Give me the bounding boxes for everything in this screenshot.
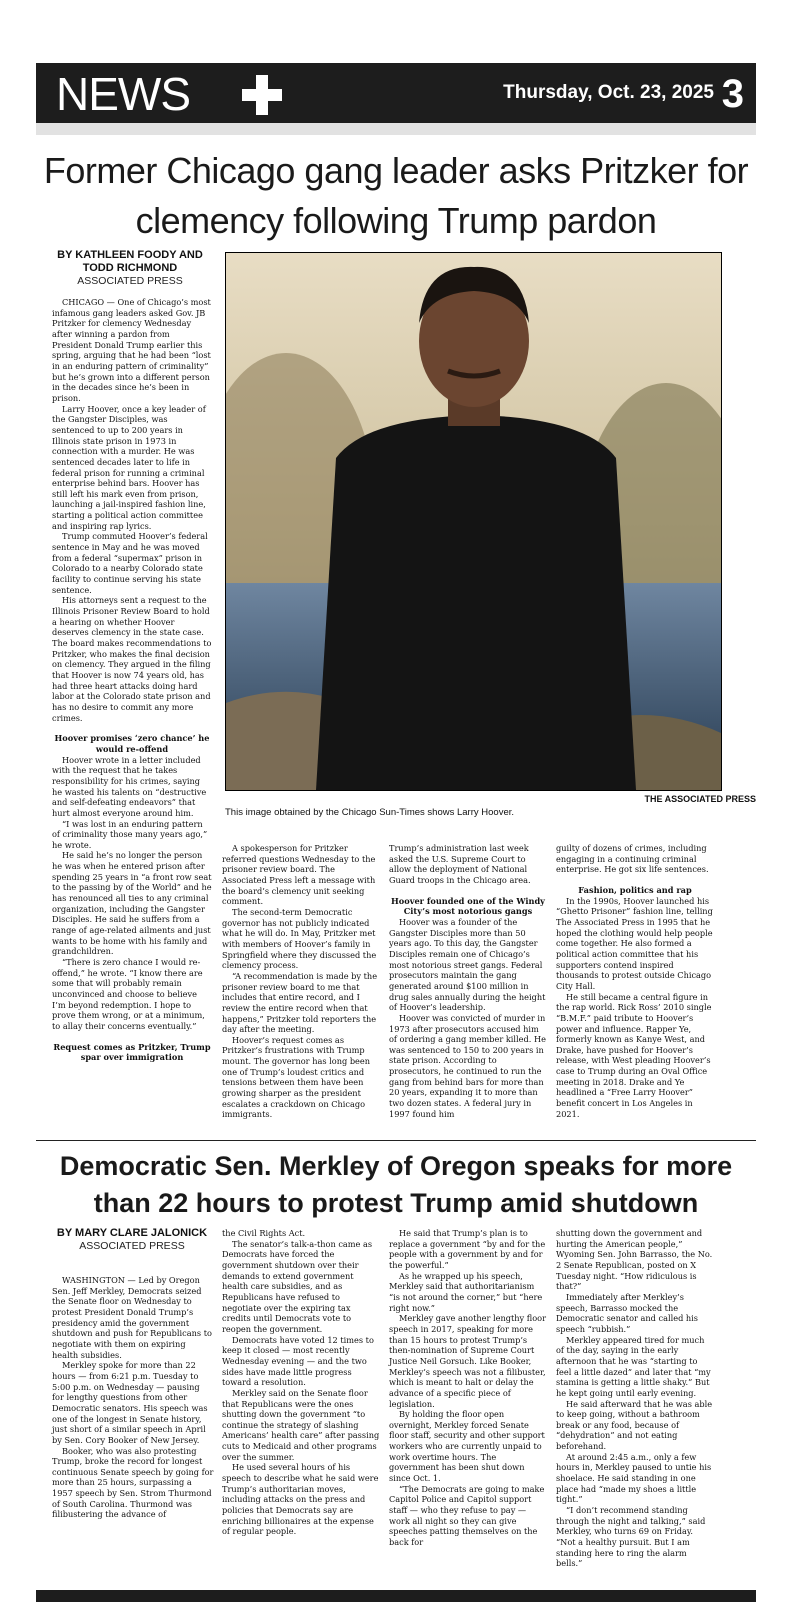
byline-names: BY MARY CLARE JALONICK	[56, 1227, 208, 1239]
article-paragraph: Hoover was convicted of murder in 1973 after prosecutors accused him of ordering a gang member killed. He was sentenced to 150 to 200 years in state prison. According to prosecutors, he continued to run the gang from behind bars for more than 20 years, expanding it to more than two dozen states. A federal jury in 1997 found him	[389, 1012, 546, 1119]
article-paragraph: As he wrapped up his speech, Merkley said that authoritarianism “is not around the corner,” but “here right now.”	[389, 1270, 543, 1313]
story2-byline	[52, 1227, 212, 1253]
story1-byline	[48, 249, 212, 288]
story1-column-2	[222, 843, 380, 1120]
footer-bar	[36, 1590, 756, 1602]
article-paragraph: Trump’s administration last week asked the U.S. Supreme Court to allow the deployment of National Guard troops in the Chicago area.	[389, 843, 531, 885]
story1-column-1	[52, 297, 212, 1063]
article-paragraph: Trump commuted Hoover’s federal sentence in May and he was moved from a federal “supermax” prison in Colorado to a nearby Colorado state facility to continue serving his state sentence.	[52, 531, 208, 595]
byline-agency: ASSOCIATED PRESS	[79, 1240, 185, 1252]
article-paragraph: Hoover was a founder of the Gangster Disciples more than 50 years ago. To this day, the Gangster Disciples remain one of Chicago’s most notorious street gangs. Federal prosecutors maintain the gang generated around $100 million in drug sales annually during the height of Hoover’s leadership.	[389, 916, 546, 1013]
article-paragraph: The senator’s talk-a-thon came as Democrats have forced the government shutdown over their demands to extend government health care subsidies, and as Republicans have refused to negotiate over the expiring tax credits until Democrats vote to reopen the government.	[222, 1238, 373, 1334]
plus-icon	[242, 75, 282, 115]
article-paragraph: He said that Trump’s plan is to replace a government “by and for the people with a government by and for the powerful.”	[389, 1228, 546, 1270]
article-paragraph: “I don’t recommend standing through the night and talking,” said Merkley, who turns 69 on Friday. “Not a healthy pursuit. But I am standing here to ring the alarm bells.”	[556, 1505, 706, 1569]
article-paragraph: “I was lost in an enduring pattern of criminality those many years ago,” he wrote.	[52, 818, 208, 850]
page-number: 3	[721, 72, 744, 116]
article-paragraph: Larry Hoover, once a key leader of the Gangster Disciples, was sentenced to up to 200 years in Illinois state prison in 1973 in connection with a murder. He was sentenced decades later to life in federal prison for running a criminal enterprise behind bars. Hoover has still left his mark even from prison, launching a jail-inspired fashion line, starting a political action committee and inspiring rap lyrics.	[52, 403, 206, 531]
article-paragraph: Merkley gave another lengthy floor speech in 2017, speaking for more than 15 hours to protest Trump’s then-nomination of Supreme Court Justice Neil Gorsuch. Like Booker, Merkley’s speech was not a filibuster, which is meant to halt or delay the advance of a specific piece of legislation.	[389, 1313, 547, 1409]
photo-caption: This image obtained by the Chicago Sun-Times shows Larry Hoover.	[225, 807, 515, 818]
article-paragraph: Immediately after Merkley’s speech, Barrasso mocked the Democratic senator and called his speech “rubbish.”	[556, 1291, 699, 1334]
article-paragraph: guilty of dozens of crimes, including engaging in a continuing criminal enterprise. He got six life sentences.	[556, 843, 709, 875]
article-paragraph: He said he’s no longer the person he was when he entered prison after spending 25 years in “a front row seat to the passing by of the World” and he has renounced all ties to any criminal organization, including the Gangster Disciples. He said he suffers from a range of age-related ailments and just wants to be home with his family and grandchildren.	[52, 850, 212, 957]
article-paragraph: The second-term Democratic governor has not publicly indicated what he will do. In May, Pritzker met with members of Hoover’s family in Springfield where they discussed the clemency process.	[222, 906, 377, 971]
article-paragraph: Hoover wrote in a letter included with the request that he takes responsibility for his crimes, saying he wasted his talents on “destructive and self-defeating endeavors” that hurt almost everyone around him.	[52, 754, 207, 818]
story2-column-3	[389, 1228, 547, 1548]
story1-column-4	[556, 843, 714, 1119]
section-name: NEWS	[56, 68, 190, 120]
article-paragraph: Merkley appeared tired for much of the day, saying in the early afternoon that he was “starting to feel a little dazed” and later that “my stamina is getting a little shaky.” But he kept going until early evening.	[556, 1334, 711, 1398]
article-paragraph: He still became a central figure in the rap world. Rick Ross’ 2010 single “B.M.F.” paid tribute to Hoover’s power and influence. Rapper Ye, formerly known as Kanye West, and Drake, have pushed for Hoover’s release, with West pleading Hoover’s case to Trump during an Oval Office meeting in 2018. Drake and Ye headlined a “Free Larry Hoover” benefit concert in Los Angeles in 2021.	[556, 991, 712, 1119]
article-paragraph: His attorneys sent a request to the Illinois Prisoner Review Board to hold a hearing on whether Hoover deserves clemency in the state case. The board makes recommendations to Pritzker, who makes the final decision on clemency. They argued in the filing that Hoover is now 74 years old, has had three heart attacks doing hard labor at the Colorado state prison and has no desire to commit any more crimes.	[52, 595, 212, 723]
masthead	[36, 63, 756, 123]
masthead-underbar	[36, 123, 756, 135]
portrait-illustration	[226, 253, 721, 790]
article-paragraph: “A recommendation is made by the prisoner review board to me that includes that entire record, and I review the entire record when that happens,” Pritzker told reporters the day after the meeting.	[222, 970, 378, 1035]
article-paragraph: A spokesperson for Pritzker referred questions Wednesday to the prisoner review board. The Associated Press left a message with the board’s clemency unit seeking comment.	[222, 843, 376, 907]
article-paragraph: Booker, who was also protesting Trump, broke the record for longest continuous Senate speech by going for more than 25 hours, surpassing a 1957 speech by Sen. Strom Thurmond of South Carolina. Thurmond was filibustering the advance of	[52, 1445, 214, 1520]
article-paragraph: shutting down the government and hurting the American people,” Wyoming Sen. John Barrasso, the No. 2 Senate Republican, posted on X Tuesday night. “How ridiculous is that?”	[556, 1228, 713, 1292]
story1-headline: Former Chicago gang leader asks Pritzker for clemency following Trump pardon	[43, 150, 749, 241]
article-paragraph: At around 2:45 a.m., only a few hours in, Merkley paused to untie his shoelace. He said standing in one place had “made my shoes a little tight.”	[556, 1451, 712, 1505]
story1-column-3	[389, 843, 547, 1119]
article-paragraph: Democrats have voted 12 times to keep it closed — most recently Wednesday evening — and the two sides have made little progress toward a resolution.	[222, 1334, 374, 1388]
article-paragraph: WASHINGTON — Led by Oregon Sen. Jeff Merkley, Democrats seized the Senate floor on Wednesday to protest President Donald Trump’s presidency amid the government shutdown and push for Republicans to negotiate with them on expiring health subsidies.	[52, 1275, 212, 1360]
subheading: Hoover promises ‘zero chance’ he would re-offend	[54, 733, 210, 754]
subheading: Hoover founded one of the Windy City’s most notorious gangs	[391, 895, 545, 917]
article-paragraph: Merkley spoke for more than 22 hours — from 6:21 p.m. Tuesday to 5:00 p.m. on Wednesday — pausing for lengthy questions from other Democratic senators. His speech was one of the longest in Senate history, just short of a similar speech in April by Sen. Cory Booker of New Jersey.	[52, 1360, 208, 1445]
article-paragraph: “The Democrats are going to make Capitol Police and Capitol support staff — who they refuse to pay — work all night so they can give speeches patting themselves on the back for	[389, 1483, 545, 1548]
story2-column-4	[556, 1228, 714, 1569]
article-paragraph: Hoover’s request comes as Pritzker’s frustrations with Trump mount. The governor has long been one of Trump’s loudest critics and tensions between them have been growing sharper as the president escalates a crackdown on Chicago immigrants.	[222, 1034, 371, 1120]
byline-agency: ASSOCIATED PRESS	[77, 275, 183, 287]
story-divider	[36, 1140, 756, 1141]
article-paragraph: the Civil Rights Act.	[222, 1228, 306, 1238]
issue-date: Thursday, Oct. 23, 2025	[503, 82, 714, 103]
article-paragraph: Merkley said on the Senate floor that Republicans were the ones shutting down the government “to continue the strategy of slashing Americans’ health care” after passing cuts to Medicaid and other programs over the summer.	[222, 1387, 380, 1462]
article-paragraph: “There is zero chance I would re-offend,” he wrote. “I know there are some that will probably remain unconvinced and choose to believe I’m beyond redemption. I hope to prove them wrong, or at a minimum, to allay their concerns eventually.”	[52, 957, 205, 1031]
subheading: Request comes as Pritzker, Trump spar over immigration	[53, 1041, 211, 1063]
story2-column-1	[52, 1275, 214, 1520]
article-paragraph: In the 1990s, Hoover launched his “Ghetto Prisoner” fashion line, telling The Associated Press in 1995 that he hoped the clothing would help people come together. He also formed a political action committee that his supporters contend inspired thousands to protest outside Chicago City Hall.	[556, 895, 713, 991]
byline-names: BY KATHLEEN FOODY AND TODD RICHMOND	[57, 249, 203, 274]
article-paragraph: CHICAGO — One of Chicago’s most infamous gang leaders asked Gov. JB Pritzker for clemency Wednesday after winning a pardon from President Donald Trump earlier this spring, arguing that he had been “lost in an enduring pattern of criminality” but he’s grown into a different person in the decades since he’s been in prison.	[52, 297, 211, 403]
subheading: Fashion, politics and rap	[578, 884, 692, 895]
article-paragraph: He said afterward that he was able to keep going, without a bathroom break or any food, because of “dehydration” and not eating beforehand.	[556, 1398, 713, 1452]
article-paragraph: By holding the floor open overnight, Merkley forced Senate floor staff, security and other support workers who are currently unpaid to work overtime hours. The government has been shut down since Oct. 1.	[389, 1409, 545, 1484]
photo-credit: THE ASSOCIATED PRESS	[644, 794, 756, 804]
article-paragraph: He used several hours of his speech to describe what he said were Trump’s authoritarian moves, including attacks on the press and policies that Democrats say are enriching billionaires at the expense of regular people.	[222, 1462, 379, 1537]
story2-column-2	[222, 1228, 380, 1537]
larry-hoover-photo	[225, 252, 722, 791]
story2-headline: Democratic Sen. Merkley of Oregon speaks for more than 22 hours to protest Trump amid shutdown	[59, 1151, 733, 1218]
